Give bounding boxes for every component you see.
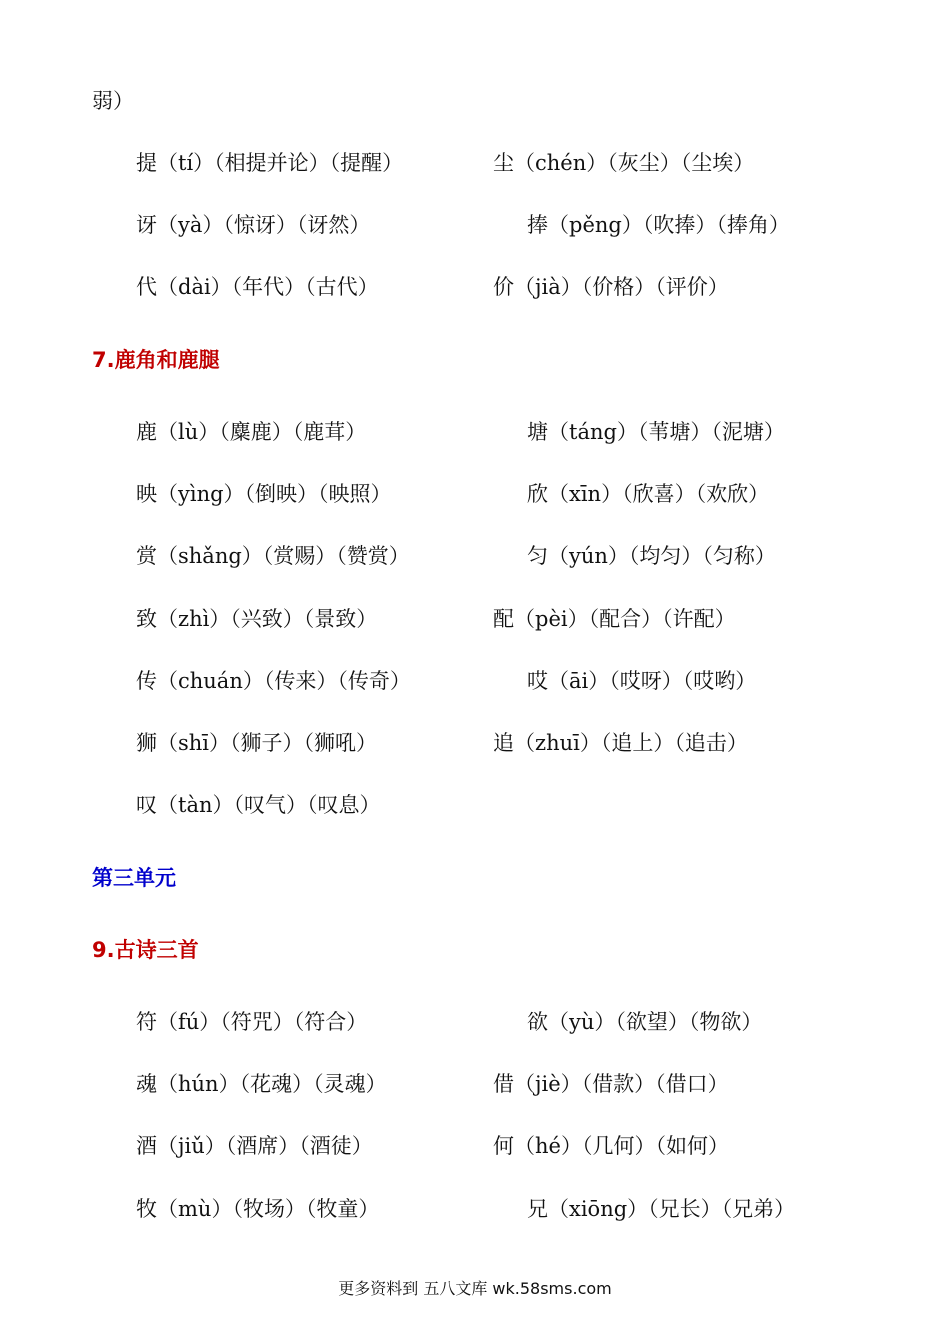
vocab-entry: 叹（tàn）（叹气）（叹息） [136,793,381,817]
vocab-entry: 酒（jiǔ）（酒席）（酒徒） [136,1134,373,1158]
vocab-entry: 狮（shī）（狮子）（狮吼） [136,731,378,755]
vocab-entry: 鹿（lù）（麋鹿）（鹿茸） [136,420,367,444]
vocab-entry: 牧（mù）（牧场）（牧童） [136,1197,380,1221]
lesson-heading: 7.鹿角和鹿腿 [92,348,220,372]
vocab-entry: 哎（āi）（哎呀）（哎哟） [527,669,757,693]
vocab-entry: 兄（xiōng）（兄长）（兄弟） [527,1197,796,1221]
unit-heading: 第三单元 [92,866,176,890]
vocab-entry: 致（zhì）（兴致）（景致） [136,607,378,631]
vocab-entry: 捧（pěng）（吹捧）（捧角） [527,213,790,237]
vocab-entry: 塘（táng）（苇塘）（泥塘） [527,420,785,444]
vocab-entry: 传（chuán）（传来）（传奇） [136,669,411,693]
vocab-entry: 代（dài）（年代）（古代） [136,275,379,299]
continuation-text: 弱） [92,89,134,113]
vocab-entry: 魂（hún）（花魂）（灵魂） [136,1072,387,1096]
vocab-entry: 何（hé）（几何）（如何） [493,1134,729,1158]
vocab-entry: 符（fú）（符咒）（符合） [136,1010,368,1034]
vocab-entry: 追（zhuī）（追上）（追击） [493,731,748,755]
footer-text: 更多资料到 五八文库 wk.58sms.com [338,1279,612,1298]
vocab-entry: 价（jià）（价格）（评价） [493,275,729,299]
vocab-entry: 欣（xīn）（欣喜）（欢欣） [527,482,770,506]
vocab-entry: 配（pèi）（配合）（许配） [493,607,736,631]
vocab-entry: 欲（yù）（欲望）（物欲） [527,1010,763,1034]
vocab-entry: 提（tí）（相提并论）（提醒） [136,151,404,175]
vocab-entry: 尘（chén）（灰尘）（尘埃） [493,151,755,175]
lesson-heading: 9.古诗三首 [92,938,199,962]
vocab-entry: 讶（yà）（惊讶）（讶然） [136,213,371,237]
vocab-entry: 映（yìng）（倒映）（映照） [136,482,392,506]
vocab-entry: 赏（shǎng）（赏赐）（赞赏） [136,544,410,568]
vocab-entry: 匀（yún）（均匀）（匀称） [527,544,776,568]
vocab-entry: 借（jiè）（借款）（借口） [493,1072,729,1096]
